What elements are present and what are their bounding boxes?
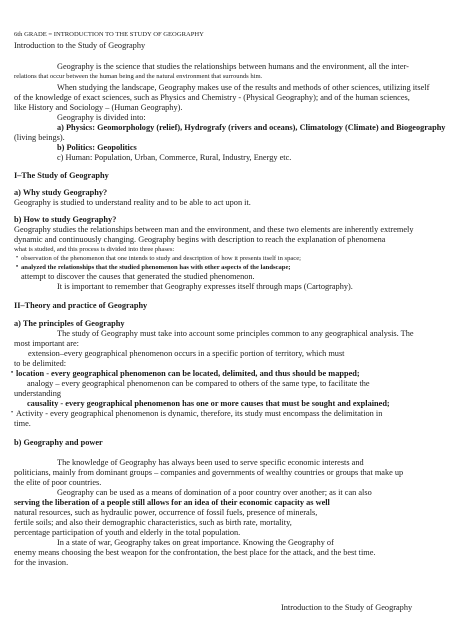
principle-extension: extension–every geographical phenomenon occurs in a specific portion of territory, which must xyxy=(28,349,345,358)
body-line: natural resources, such as hydraulic power, occurrence of fossil fuels, presence of minerals, xyxy=(14,508,318,517)
principle-extension: to be delimited: xyxy=(14,359,67,368)
principle-analogy: understanding xyxy=(14,389,62,398)
principle-activity: • Activity - every geographical phenomenon is dynamic, therefore, its study must encompass the delimitation in xyxy=(16,409,382,418)
intro-paragraph-line: like History and Sociology – (Human Geography). xyxy=(14,103,183,112)
body-line: The study of Geography must take into account some principles common to any geographical analysis. The xyxy=(57,329,414,338)
body-line: dynamic and continuously changing. Geography begins with description to reach the explanation of phenomena xyxy=(14,235,386,244)
physics-branch: (living beings). xyxy=(14,133,65,142)
body-line: politicians, mainly from dominant groups – companies and governments of wealthy countries or groups that make up xyxy=(14,468,404,477)
body-line: fertile soils; and also their demographic characteristics, such as birth rate, mortality, xyxy=(14,518,292,527)
section-heading: II–Theory and practice of Geography xyxy=(14,301,148,310)
body-line: The knowledge of Geography has always been used to serve specific economic interests and xyxy=(57,458,364,467)
intro-paragraph-line: of the knowledge of exact sciences, such as Physics and Chemistry - (Physical Geography); and of the human sciences, xyxy=(14,93,410,102)
document-subtitle: Introduction to the Study of Geography xyxy=(14,41,146,50)
intro-paragraph-line: When studying the landscape, Geography makes use of the results and methods of other sciences, utilizing itself xyxy=(57,83,430,92)
subsection-heading: a) The principles of Geography xyxy=(14,319,125,328)
phase-item: attempt to discover the causes that generated the studied phenomenon. xyxy=(21,272,255,281)
section-heading: I–The Study of Geography xyxy=(14,171,109,180)
phase-item: • analyzed the relationships that the studied phenomenon has with other aspects of the landscape; xyxy=(21,263,291,272)
body-line: Geography studies the relationships between man and the environment, and these two elements are inherently extremely xyxy=(14,225,414,234)
division-intro: Geography is divided into: xyxy=(57,113,146,122)
body-line: enemy means choosing the best weapon for the confrontation, the best place for the attack, and the best time. xyxy=(14,548,376,557)
body-line: It is important to remember that Geography expresses itself through maps (Cartography). xyxy=(57,282,353,291)
politics-branch: b) Politics: Geopolitics xyxy=(57,143,137,152)
principle-activity: time. xyxy=(14,419,31,428)
principle-causality: causality - every geographical phenomenon has one or more causes that must be sought and explained; xyxy=(27,399,390,408)
body-line: Geography is studied to understand reality and to be able to act upon it. xyxy=(14,198,251,207)
body-line: percentage participation of youth and elderly in the total population. xyxy=(14,528,241,537)
physics-branch: a) Physics: Geomorphology (relief), Hydrografy (rivers and oceans), Climatology (Climate) and Biogeography xyxy=(57,123,446,132)
intro-paragraph-line: Geography is the science that studies the relationships between humans and the environment, all the inter- xyxy=(57,62,409,71)
running-footer: Introduction to the Study of Geography xyxy=(281,603,413,612)
body-line: most important are: xyxy=(14,339,79,348)
subsection-heading: b) How to study Geography? xyxy=(14,215,117,224)
body-line: serving the liberation of a people still allows for an idea of their economic capacity as well xyxy=(14,498,330,507)
principle-analogy: analogy – every geographical phenomenon can be compared to others of the same type, to facilitate the xyxy=(27,379,370,388)
body-line: Geography can be used as a means of domination of a poor country over another; as it can also xyxy=(57,488,372,497)
intro-paragraph-line: relations that occur between the human being and the natural environment that surrounds him. xyxy=(14,73,263,80)
subsection-heading: b) Geography and power xyxy=(14,438,103,447)
body-line: In a state of war, Geography takes on great importance. Knowing the Geography of xyxy=(57,538,334,547)
subsection-heading: a) Why study Geography? xyxy=(14,188,108,197)
grade-line: 6th GRADE = INTRODUCTION TO THE STUDY OF GEOGRAPHY xyxy=(14,31,204,38)
body-line: what is studied, and this process is divided into three phases: xyxy=(14,246,175,253)
body-line: the elite of poor countries. xyxy=(14,478,102,487)
human-branch: c) Human: Population, Urban, Commerce, Rural, Industry, Energy etc. xyxy=(57,153,292,162)
phase-item: • observation of the phenomenon that one intends to study and description of how it presents itself in space; xyxy=(21,254,301,263)
principle-location: • location - every geographical phenomenon can be located, delimited, and thus should be mapped; xyxy=(16,369,360,378)
body-line: for the invasion. xyxy=(14,558,69,567)
